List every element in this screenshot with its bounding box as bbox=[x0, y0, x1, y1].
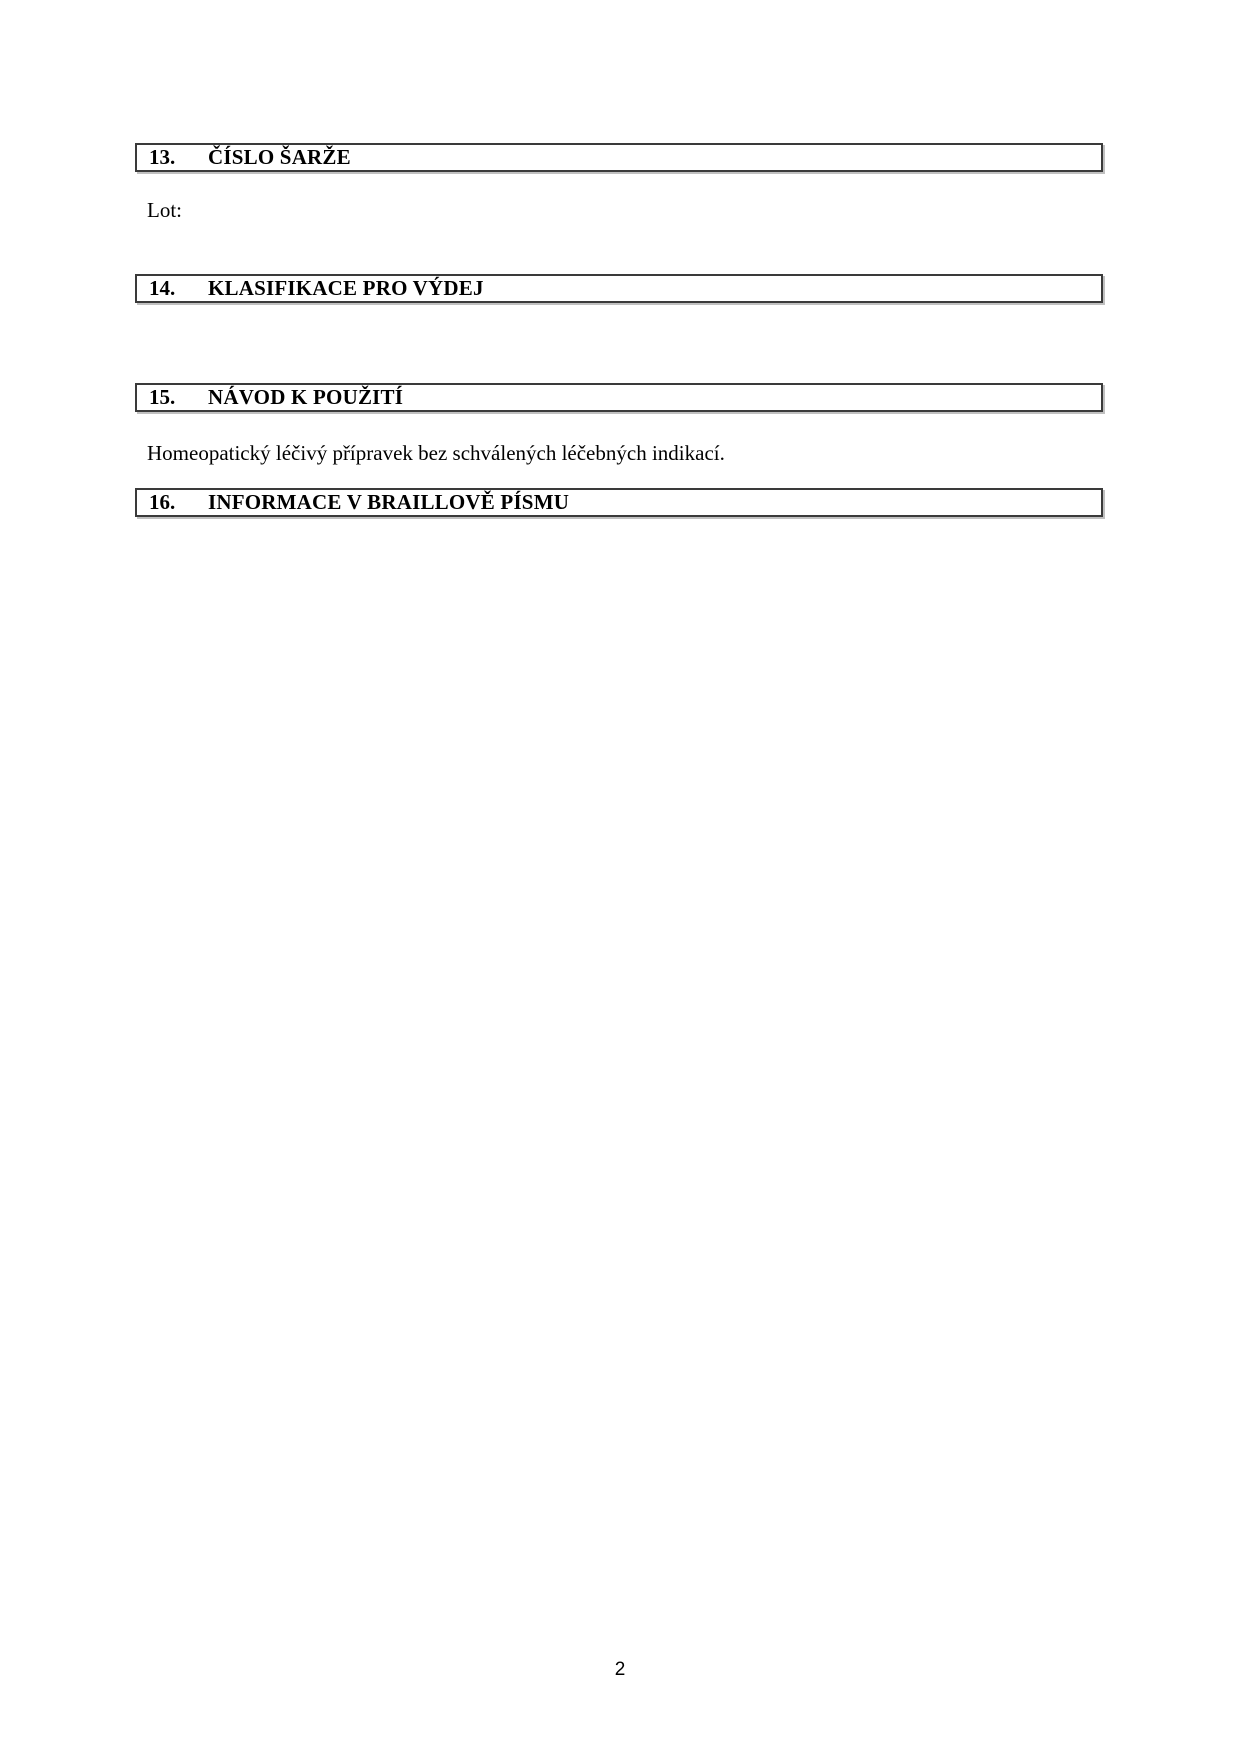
section-title: NÁVOD K POUŽITÍ bbox=[208, 385, 404, 409]
section-15-body-text: Homeopatický léčivý přípravek bez schválených léčebných indikací. bbox=[147, 441, 725, 465]
section-title: INFORMACE V BRAILLOVĚ PÍSMU bbox=[208, 490, 570, 514]
section-header-13 bbox=[135, 143, 1103, 172]
section-number: 15. bbox=[149, 385, 176, 409]
page-number: 2 bbox=[614, 1659, 626, 1680]
section-header-16 bbox=[135, 488, 1103, 517]
section-13-body-text: Lot: bbox=[147, 198, 182, 222]
section-number: 14. bbox=[149, 276, 176, 300]
section-header-14 bbox=[135, 274, 1103, 303]
section-title: KLASIFIKACE PRO VÝDEJ bbox=[208, 276, 484, 300]
section-header-15 bbox=[135, 383, 1103, 412]
section-title: ČÍSLO ŠARŽE bbox=[208, 145, 351, 169]
section-number: 13. bbox=[149, 145, 176, 169]
section-number: 16. bbox=[149, 490, 176, 514]
